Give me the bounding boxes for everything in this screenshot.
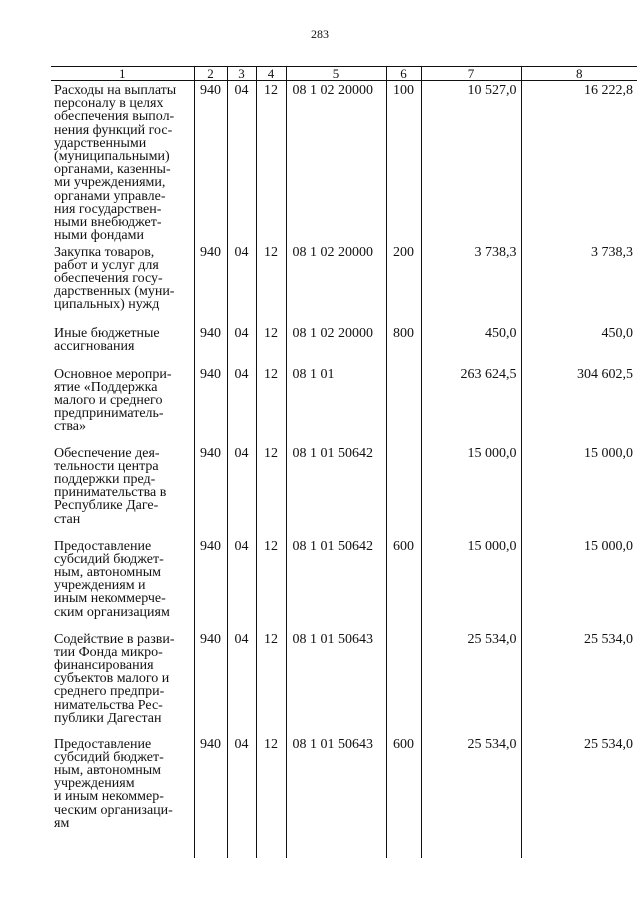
row-col-4: 12 xyxy=(256,537,286,630)
row-col-6: 600 xyxy=(386,537,421,630)
row-col-6: 200 xyxy=(386,243,421,324)
table-row xyxy=(51,365,637,444)
header-row xyxy=(51,67,637,81)
budget-table xyxy=(51,66,637,858)
header-col-8: 8 xyxy=(521,67,637,81)
row-col-5: 08 1 01 xyxy=(286,365,386,444)
table-body xyxy=(51,81,637,858)
header-col-2: 2 xyxy=(194,67,227,81)
row-col-6 xyxy=(386,444,421,537)
row-col-3: 04 xyxy=(227,444,256,537)
row-col-2: 940 xyxy=(194,81,227,243)
row-col-8: 304 602,5 xyxy=(521,365,637,444)
row-name: Иные бюджетные ассигнования xyxy=(54,325,160,354)
row-col-8: 25 534,0 xyxy=(521,735,637,858)
row-col-3: 04 xyxy=(227,735,256,858)
row-col-7: 25 534,0 xyxy=(421,735,521,858)
row-col-8: 450,0 xyxy=(521,324,637,365)
row-col-3: 04 xyxy=(227,365,256,444)
row-col-8: 25 534,0 xyxy=(521,630,637,735)
row-col-4: 12 xyxy=(256,630,286,735)
header-col-7: 7 xyxy=(421,67,521,81)
row-col-7: 15 000,0 xyxy=(421,537,521,630)
header-col-6: 6 xyxy=(386,67,421,81)
row-col-2: 940 xyxy=(194,630,227,735)
row-name: Содействие в разви- тии Фонда микро- финансирования субъектов малого и среднего предпри- нимательства Рес- публики Дагестан xyxy=(54,631,175,726)
row-col-2: 940 xyxy=(194,537,227,630)
row-col-5: 08 1 02 20000 xyxy=(286,324,386,365)
row-col-7: 10 527,0 xyxy=(421,81,521,243)
row-col-6: 100 xyxy=(386,81,421,243)
row-col-3: 04 xyxy=(227,81,256,243)
row-col-7: 25 534,0 xyxy=(421,630,521,735)
row-col-6: 600 xyxy=(386,735,421,858)
page-number: 283 xyxy=(311,27,329,41)
row-col-3: 04 xyxy=(227,324,256,365)
row-col-2: 940 xyxy=(194,243,227,324)
row-col-7: 263 624,5 xyxy=(421,365,521,444)
row-col-2: 940 xyxy=(194,444,227,537)
row-col-5: 08 1 01 50642 xyxy=(286,444,386,537)
table-row xyxy=(51,444,637,537)
row-col-5: 08 1 02 20000 xyxy=(286,243,386,324)
row-col-6 xyxy=(386,365,421,444)
row-col-5: 08 1 01 50643 xyxy=(286,630,386,735)
table-row xyxy=(51,81,637,243)
table-row xyxy=(51,537,637,630)
table-row xyxy=(51,243,637,324)
table-row xyxy=(51,324,637,365)
row-col-3: 04 xyxy=(227,537,256,630)
row-name: Предоставление субсидий бюджет- ным, автономным учреждениям и иным некоммер- ческим организаци- ям xyxy=(54,736,173,831)
row-col-7: 15 000,0 xyxy=(421,444,521,537)
table-row xyxy=(51,630,637,735)
row-col-7: 450,0 xyxy=(421,324,521,365)
header-col-4: 4 xyxy=(256,67,286,81)
row-name: Предоставление субсидий бюджет- ным, автономным учреждениям и иным некоммерче- ским организациям xyxy=(54,538,170,620)
row-col-8: 15 000,0 xyxy=(521,537,637,630)
row-col-3: 04 xyxy=(227,243,256,324)
row-col-4: 12 xyxy=(256,243,286,324)
row-name: Расходы на выплаты персоналу в целях обеспечения выпол- нения функций гос- ударственными (муниципальными) органами, казенны- ми учреждениями, органами управле- ния государствен- ными внебюджет- ными фондами xyxy=(54,83,177,244)
row-col-5: 08 1 01 50642 xyxy=(286,537,386,630)
row-col-2: 940 xyxy=(194,365,227,444)
budget-table-container xyxy=(51,66,637,853)
row-col-6: 800 xyxy=(386,324,421,365)
header-col-1: 1 xyxy=(51,67,194,81)
row-col-4: 12 xyxy=(256,365,286,444)
row-name: Закупка товаров, работ и услуг для обеспечения госу- дарственных (муни- ципальных) нужд xyxy=(54,244,175,313)
header-col-3: 3 xyxy=(227,67,256,81)
row-col-7: 3 738,3 xyxy=(421,243,521,324)
row-col-2: 940 xyxy=(194,324,227,365)
table-row xyxy=(51,735,637,858)
row-name: Обеспечение дея- тельности центра поддержки пред- принимательства в Республике Даге- стан xyxy=(54,445,167,527)
table-header xyxy=(51,67,637,81)
row-col-8: 16 222,8 xyxy=(521,81,637,243)
header-col-5: 5 xyxy=(286,67,386,81)
row-col-4: 12 xyxy=(256,735,286,858)
row-col-2: 940 xyxy=(194,735,227,858)
row-col-8: 15 000,0 xyxy=(521,444,637,537)
row-col-4: 12 xyxy=(256,444,286,537)
row-col-6 xyxy=(386,630,421,735)
row-name: Основное меропри- ятие «Поддержка малого и среднего предприниматель- ства» xyxy=(54,366,172,435)
row-col-3: 04 xyxy=(227,630,256,735)
row-col-4: 12 xyxy=(256,324,286,365)
row-col-8: 3 738,3 xyxy=(521,243,637,324)
row-col-4: 12 xyxy=(256,81,286,243)
row-col-5: 08 1 01 50643 xyxy=(286,735,386,858)
row-col-5: 08 1 02 20000 xyxy=(286,81,386,243)
